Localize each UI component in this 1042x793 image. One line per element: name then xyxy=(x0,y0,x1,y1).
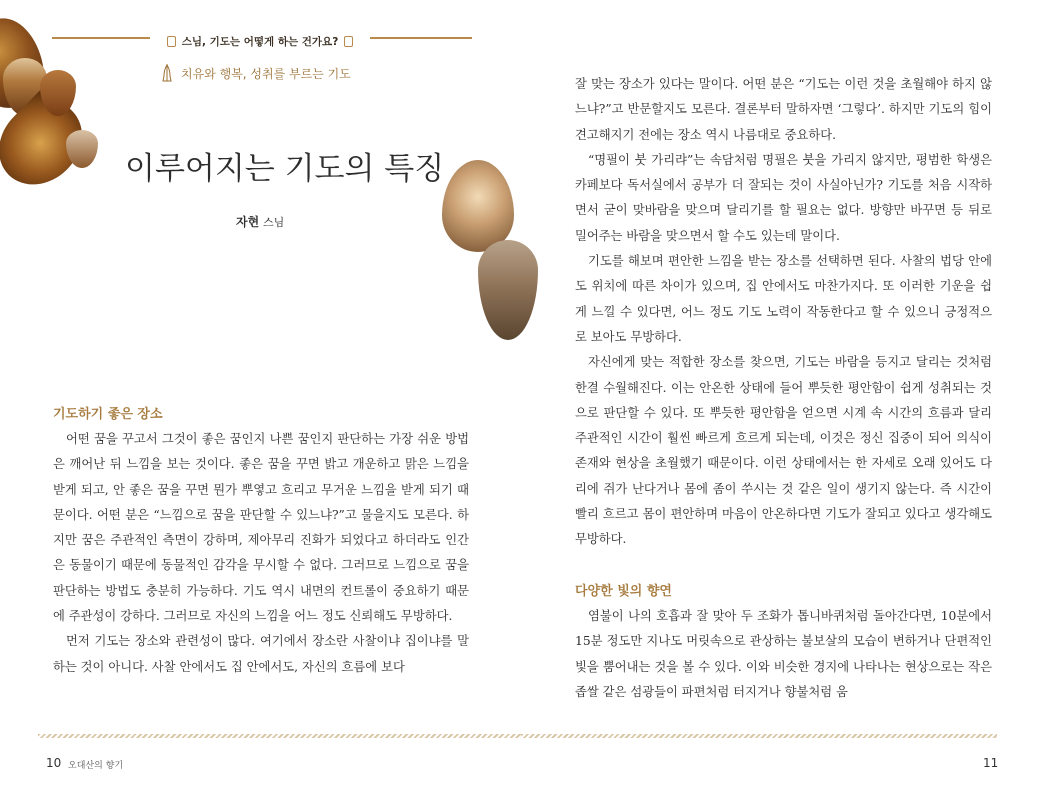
right-page xyxy=(521,0,1042,793)
section-heading-1: 기도하기 좋은 장소 xyxy=(53,407,163,422)
header-ornament-right-icon xyxy=(344,36,353,47)
decorative-photo-drop-5 xyxy=(66,130,98,168)
paragraph: “명필이 붓 가리랴”는 속담처럼 명필은 붓을 가리지 않지만, 평범한 학생은 카페보다 독서실에서 공부가 더 잘되는 것이 사실아닌가? 기도를 처음 시작하면서 굳이 맞바람을 맞으며 달리기를 할 필요는 없다. 방향만 바꾸면 등 뒤로 밀어주는 바람을 맞으면서 할 수도 있는데 말이다. xyxy=(575,152,992,243)
magazine-name: 오대산의 향기 xyxy=(68,761,124,771)
right-body-text-2 xyxy=(575,604,992,705)
decorative-buddha-drop-1 xyxy=(442,160,514,252)
paragraph: 잘 맞는 장소가 있다는 말이다. 어떤 분은 “기도는 이런 것을 초월해야 하지 않느냐?”고 반문할지도 모른다. 결론부터 말하자면 ‘그렇다’. 하지만 기도의 힘이 견고해지기 전에는 장소 역시 나름대로 중요하다. xyxy=(575,77,992,142)
section-heading-2: 다양한 빛의 향연 xyxy=(575,584,672,599)
paragraph: 어떤 꿈을 꾸고서 그것이 좋은 꿈인지 나쁜 꿈인지 판단하는 가장 쉬운 방법은 깨어난 뒤 느낌을 보는 것이다. 좋은 꿈을 꾸면 밝고 개운하고 맑은 느낌을 받게 되고, 안 좋은 꿈을 꾸면 뭔가 뿌옇고 흐리고 무거운 느낌을 받게 되기 때문이다. 어떤 분은 “느낌으로 꿈을 판단할 수 있느냐?”고 물을지도 모른다. 하지만 꿈은 주관적인 측면이 강하며, 제아무리 진화가 되었다고 하더라도 인간은 동물이기 때문에 동물적인 감각을 무시할 수 없다. 그러므로 느낌으로 꿈을 판단하는 방법도 충분히 가능하다. 기도 역시 내면의 컨트롤이 중요하기 때문에 주관성이 강하다. 그러므로 자신의 느낌을 어느 정도 신뢰해도 무방하다. xyxy=(53,432,469,624)
paragraph: 염불이 나의 호흡과 잘 맞아 두 조화가 톱니바퀴처럼 돌아간다면, 10분에서 15분 정도만 지나도 머릿속으로 관상하는 불보살의 모습이 변하거나 단편적인 빛을 뿜어내는 것을 볼 수 있다. 이와 비슷한 경지에 나타나는 현상으로는 작은 좁쌀 같은 섬광들이 파편처럼 터지거나 향불처럼 움 xyxy=(575,609,992,699)
paragraph: 기도를 해보며 편안한 느낌을 받는 장소를 선택하면 된다. 사찰의 법당 안에도 위치에 따른 차이가 있으며, 집 안에서도 마찬가지다. 또 이러한 기운을 쉽게 느낄 수 있다면, 어느 정도 기도 노력이 작동한다고 할 수 있으니 긍정적으로 보아도 무방하다. xyxy=(575,254,992,344)
paragraph: 먼저 기도는 장소와 관련성이 많다. 여기에서 장소란 사찰이냐 집이냐를 말하는 것이 아니다. 사찰 안에서도 집 안에서도, 자신의 흐름에 보다 xyxy=(53,634,469,674)
author-name: 자현 xyxy=(236,215,260,229)
author-suffix: 스님 xyxy=(263,216,285,229)
footer-rule-left xyxy=(38,734,521,738)
left-body-text xyxy=(53,427,469,680)
right-body-text xyxy=(575,72,992,553)
subtitle xyxy=(160,64,351,82)
author-byline xyxy=(236,213,284,230)
series-header xyxy=(150,30,370,52)
page-number-right: 11 xyxy=(983,756,999,770)
article-title: 이루어지는 기도의 특징 xyxy=(125,151,445,187)
page-number-left: 10 xyxy=(46,756,62,770)
series-title: 스님, 기도는 어떻게 하는 건가요? xyxy=(181,35,339,48)
header-ornament-left-icon xyxy=(167,36,176,47)
paragraph: 자신에게 맞는 적합한 장소를 찾으면, 기도는 바람을 등지고 달리는 것처럼 한결 수월해진다. 이는 안온한 상태에 들어 뿌듯한 평안함이 쉽게 성취되는 것으로 판단할 수 있다. 또 뿌듯한 평안함을 얻으면 시계 속 시간의 흐름과 달리 주관적인 시간이 훨씬 빠르게 흐르게 되는데, 이것은 정신 집중이 되어 의식이 존재와 현상을 초월했기 때문이다. 이런 상태에서는 한 자세로 오래 있어도 다리에 쥐가 난다거나 몸에 좀이 쑤시는 것 같은 일이 생기지 않는다. 즉 시간이 빨리 흐르고 몸이 편안하며 마음이 안온하다면 기도가 잘되고 있다고 생각해도 무방하다. xyxy=(575,355,992,547)
praying-hands-icon xyxy=(160,64,174,82)
footer-rule-right xyxy=(521,734,997,738)
subtitle-text: 치유와 행복, 성취를 부르는 기도 xyxy=(181,66,351,81)
